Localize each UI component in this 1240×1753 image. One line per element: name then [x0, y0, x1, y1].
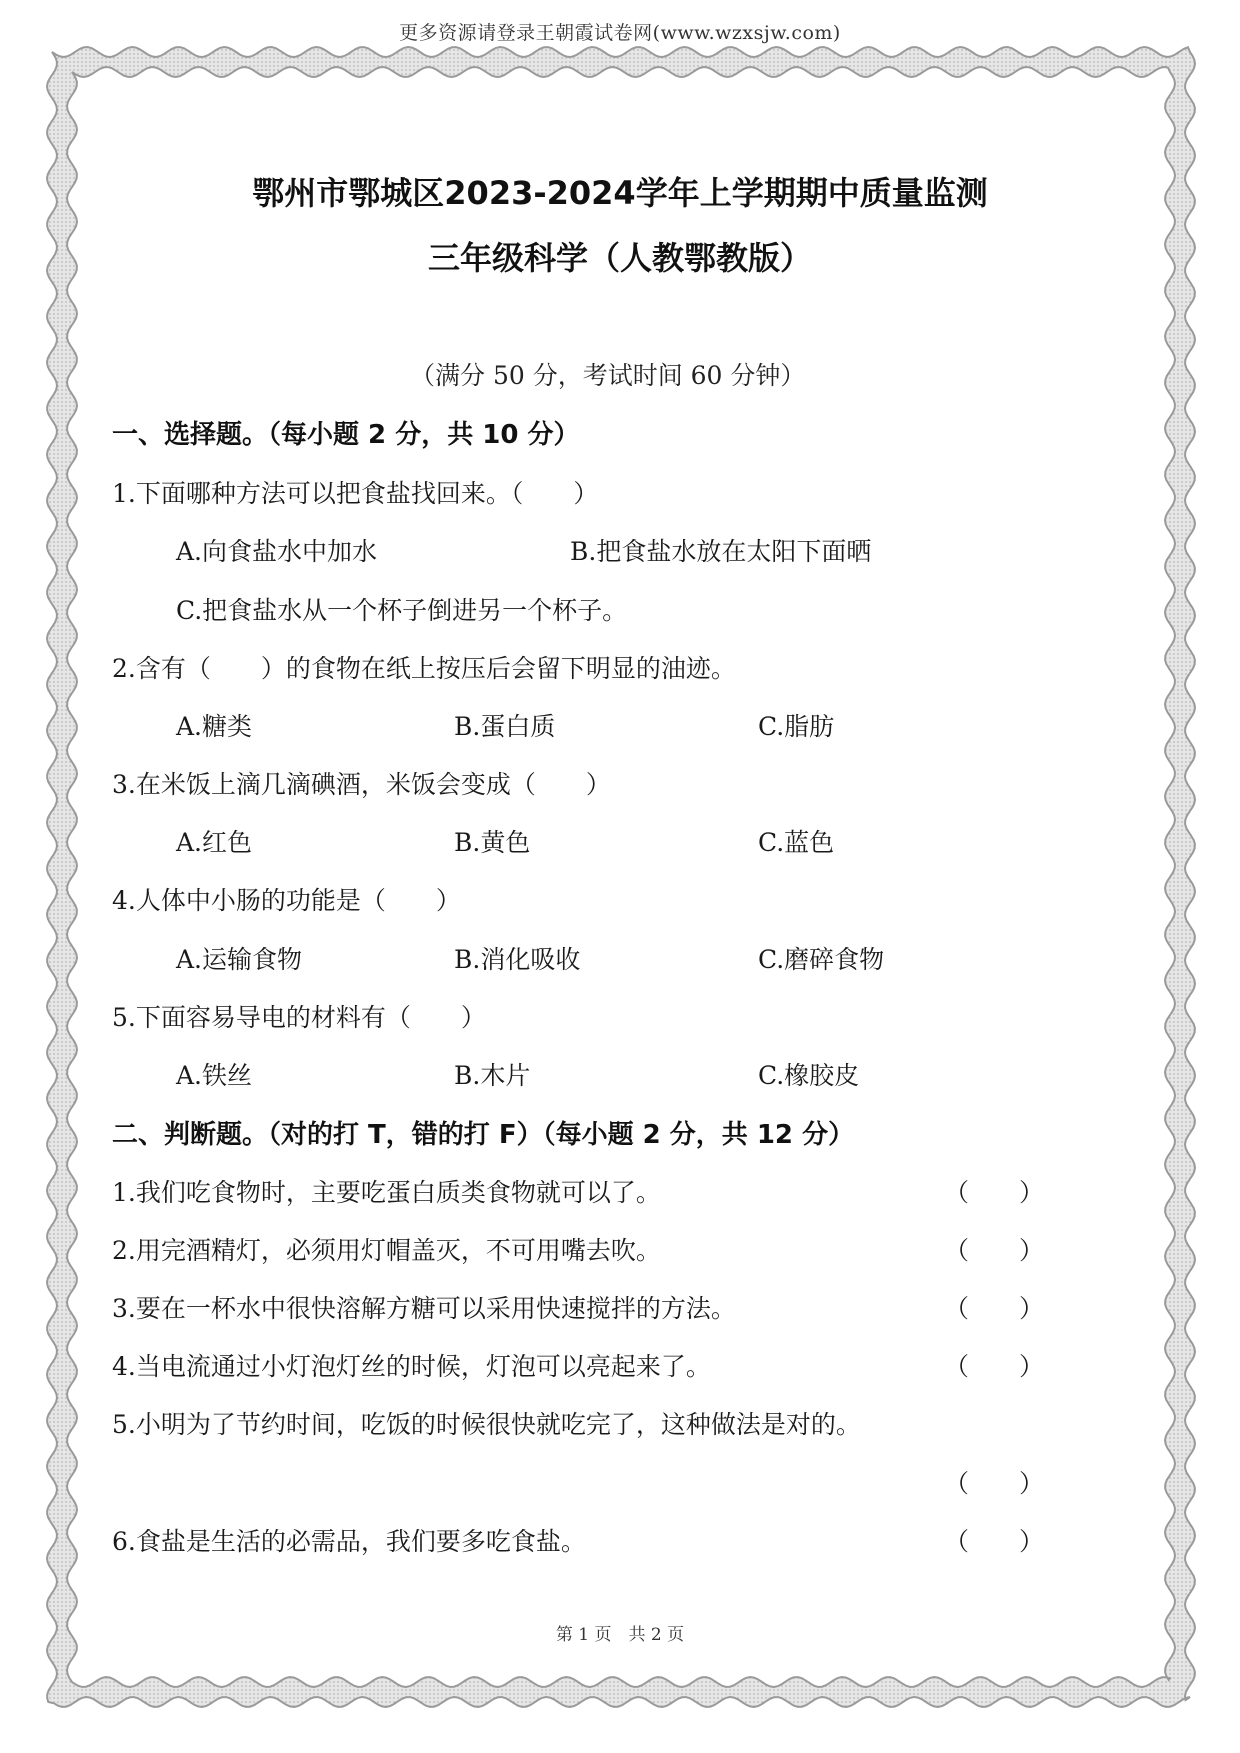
section-heading-judgment: 二、判断题。（对的打 T，错的打 F）（每小题 2 分，共 12 分） [112, 1120, 855, 1150]
site-banner: 更多资源请登录王朝霞试卷网(www.wzxsjw.com) [399, 22, 841, 44]
choice-option-5c: C.橡胶皮 [758, 1061, 860, 1090]
choice-question-4: 4.人体中小肠的功能是（ ） [112, 886, 461, 915]
choice-option-3c: C.蓝色 [758, 828, 835, 857]
exam-info: （满分 50 分，考试时间 60 分钟） [410, 361, 806, 390]
section-heading-choice: 一、选择题。（每小题 2 分，共 10 分） [112, 420, 580, 450]
choice-question-1: 1.下面哪种方法可以把食盐找回来。（ ） [112, 479, 599, 508]
choice-question-5: 5.下面容易导电的材料有（ ） [112, 1003, 486, 1032]
judgment-item-5: 5.小明为了节约时间，吃饭的时候很快就吃完了，这种做法是对的。 [112, 1410, 861, 1439]
exam-title: 鄂州市鄂城区2023-2024学年上学期期中质量监测 [252, 174, 988, 212]
choice-option-1b: B.把食盐水放在太阳下面晒 [570, 537, 872, 566]
judgment-item-3: 3.要在一杯水中很快溶解方糖可以采用快速搅拌的方法。 [112, 1294, 736, 1323]
choice-option-1a: A.向食盐水中加水 [176, 537, 378, 566]
choice-option-1c: C.把食盐水从一个杯子倒进另一个杯子。 [176, 596, 628, 625]
answer-blank-5: （ ） [944, 1469, 1045, 1498]
answer-blank-6: （ ） [944, 1527, 1045, 1556]
choice-option-2b: B.蛋白质 [454, 712, 556, 741]
judgment-item-1: 1.我们吃食物时，主要吃蛋白质类食物就可以了。 [112, 1178, 661, 1207]
choice-option-5b: B.木片 [454, 1061, 531, 1090]
exam-subtitle: 三年级科学（人教鄂教版） [427, 239, 812, 277]
choice-option-3b: B.黄色 [454, 828, 531, 857]
choice-option-5a: A.铁丝 [176, 1061, 253, 1090]
judgment-item-2: 2.用完酒精灯，必须用灯帽盖灭，不可用嘴去吹。 [112, 1236, 661, 1265]
choice-option-3a: A.红色 [176, 828, 253, 857]
answer-blank-2: （ ） [944, 1236, 1045, 1265]
choice-option-2a: A.糖类 [176, 712, 253, 741]
judgment-item-4: 4.当电流通过小灯泡灯丝的时候，灯泡可以亮起来了。 [112, 1352, 711, 1381]
choice-option-2c: C.脂肪 [758, 712, 835, 741]
judgment-item-6: 6.食盐是生活的必需品，我们要多吃食盐。 [112, 1527, 586, 1556]
choice-option-4b: B.消化吸收 [454, 945, 581, 974]
answer-blank-3: （ ） [944, 1294, 1045, 1323]
answer-blank-1: （ ） [944, 1178, 1045, 1207]
choice-option-4a: A.运输食物 [176, 945, 303, 974]
choice-option-4c: C.磨碎食物 [758, 945, 885, 974]
choice-question-3: 3.在米饭上滴几滴碘酒，米饭会变成（ ） [112, 770, 611, 799]
choice-question-2: 2.含有（ ）的食物在纸上按压后会留下明显的油迹。 [112, 654, 736, 683]
page-footer: 第 1 页 共 2 页 [555, 1625, 685, 1645]
answer-blank-4: （ ） [944, 1352, 1045, 1381]
